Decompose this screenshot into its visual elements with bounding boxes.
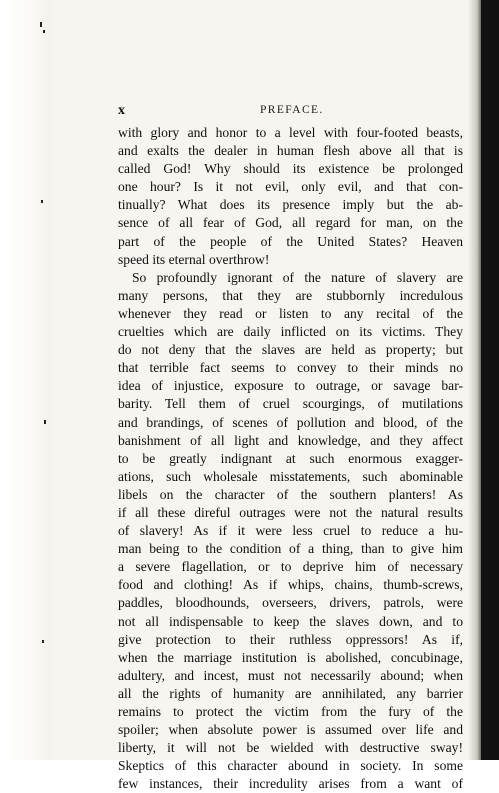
text-line: part of the people of the United States? Heaven (118, 233, 463, 249)
text-line: called God! Why should its existence be prolonged (118, 161, 463, 177)
text-line: when the marriage institution is abolished, concubinage, (118, 649, 463, 665)
text-line: tinually? What does its presence imply but the ab- (118, 197, 463, 213)
text-line: food and clothing! As if whips, chains, thumb-screws, (118, 577, 463, 593)
text-line: and brandings, of scenes of pollution and blood, of the (118, 414, 463, 430)
page-gutter (0, 0, 52, 760)
text-line: a severe flagellation, or to deprive him of necessary (118, 559, 463, 575)
text-line: man being to the condition of a thing, than to give him (118, 541, 463, 557)
text-line: that terrible fact seems to convey to their minds no (118, 360, 463, 376)
text-line: Skeptics of this character abound in society. In some (118, 758, 463, 774)
body-text (118, 124, 463, 793)
text-line: idea of injustice, exposure to outrage, or savage bar- (118, 378, 463, 394)
text-line: all the rights of humanity are annihilated, any barrier (118, 685, 463, 701)
text-line: whenever they read or listen to any recital of the (118, 305, 463, 321)
text-line: of slavery! As if it were less cruel to reduce a hu- (118, 523, 463, 539)
text-line: do not deny that the slaves are held as property; but (118, 342, 463, 358)
text-line: few instances, their incredulity arises from a want of (118, 776, 463, 792)
page-header (118, 103, 462, 119)
text-line: if all these direful outrages were not the natural results (118, 504, 463, 520)
scan-border (481, 0, 499, 760)
text-line: and exalts the dealer in human flesh above all that is (118, 143, 463, 159)
text-line: one hour? Is it not evil, only evil, and that con- (118, 179, 463, 195)
text-line: remains to protect the victim from the fury of the (118, 704, 463, 719)
text-line: cruelties which are daily inflicted on its victims. They (118, 324, 463, 340)
text-line: So profoundly ignorant of the nature of slavery are (132, 269, 463, 285)
text-line: adultery, and incest, must not necessarily abound; when (118, 667, 463, 683)
text-line: paddles, bloodhounds, overseers, drivers, patrols, were (118, 595, 463, 611)
text-line: banishment of all light and knowledge, and they affect (118, 432, 463, 448)
text-line: to be greatly indignant at such enormous exagger- (118, 450, 463, 466)
text-line: sence of all fear of God, all regard for man, on the (118, 215, 463, 231)
page-number: x (118, 103, 125, 118)
text-line: give protection to their ruthless oppressors! As if, (118, 631, 463, 647)
text-line: barity. Tell them of cruel scourgings, of mutilations (118, 396, 463, 412)
text-line: many persons, that they are stubbornly incredulous (118, 287, 463, 303)
text-line: ations, such wholesale misstatements, such abominable (118, 468, 463, 484)
text-line: spoiler; when absolute power is assumed over life and (118, 722, 463, 738)
running-head: PREFACE. (260, 104, 324, 116)
text-line: liberty, it will not be wielded with destructive sway! (118, 740, 463, 756)
text-line: speed its eternal overthrow! (118, 251, 270, 267)
text-line: with glory and honor to a level with four-footed beasts, (118, 125, 463, 140)
text-line: not all indispensable to keep the slaves down, and to (118, 613, 463, 629)
page-edge-shadow (468, 0, 481, 760)
text-line: libels on the character of the southern planters! As (118, 486, 463, 502)
